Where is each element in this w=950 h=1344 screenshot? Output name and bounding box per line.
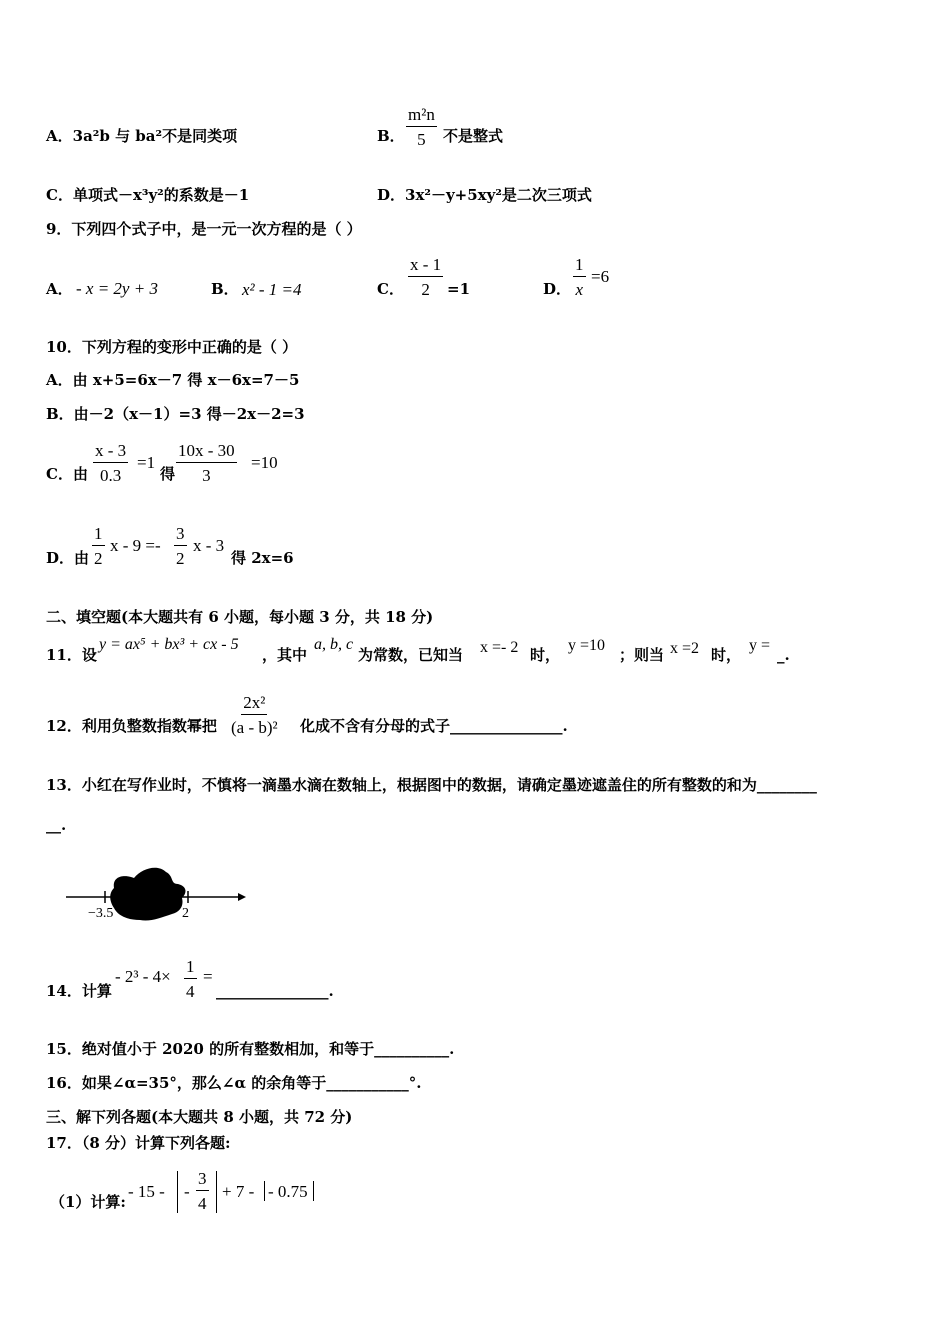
q9-option-a-expr: - x = 2y + 3 [76, 279, 158, 298]
q10-option-d-fraction-1-denominator: 2 [94, 549, 103, 568]
q9-option-c-fraction [408, 256, 443, 298]
q14-expression: - 2³ - 4× [115, 967, 171, 986]
q9-option-d-fraction [573, 256, 586, 298]
q12-denominator: (a - b)² [231, 718, 278, 737]
section-2-heading: 二、填空题(本大题共有 6 小题，每小题 3 分，共 18 分) [46, 608, 434, 626]
q10-option-d-fraction-2-denominator: 2 [176, 549, 185, 568]
q9-option-b-expr: x² - 1 =4 [242, 280, 302, 299]
q10-option-c-fraction-1-denominator: 0.3 [99, 466, 122, 485]
ink-blot [110, 868, 185, 921]
q14-denominator: 4 [186, 982, 195, 1001]
q9-option-d-label: D． [543, 280, 572, 298]
abs-bar-right-1 [216, 1171, 217, 1213]
q17-stem: 17．（8 分）计算下列各题: [46, 1134, 231, 1152]
q11-text-2: 为常数，已知当 [358, 646, 464, 664]
number-line-arrow [238, 893, 246, 901]
q8-option-c: C．单项式－x³y²的系数是－1 [46, 186, 250, 204]
q11-expression: y = ax⁵ + bx³ + cx - 5 [99, 636, 239, 653]
q8-option-b-numerator: m²n [406, 106, 437, 127]
q9-option-c-numerator: x - 1 [408, 256, 443, 277]
q10-option-c-fraction-2-denominator: 3 [202, 466, 211, 485]
q10-option-d-fraction-1 [92, 525, 105, 567]
q14-equals: = [203, 967, 213, 986]
q9-option-b-label: B． [211, 280, 239, 298]
number-line-figure [62, 862, 252, 924]
q9-option-c-denominator: 2 [421, 280, 430, 299]
q10-option-d-mid: x - 9 =- [110, 536, 161, 555]
q10-option-c-de: 得 [160, 465, 176, 483]
q10-option-c-fraction-1-numerator: x - 3 [93, 442, 128, 463]
q10-option-d-tail: x - 3 [193, 536, 225, 555]
q8-option-d: D．3x²－y+5xy²是二次三项式 [377, 186, 592, 204]
q15-text: 15．绝对值小于 2020 的所有整数相加，和等于__________. [46, 1040, 455, 1058]
section-3-heading: 三、解下列各题(本大题共 8 小题，共 72 分) [46, 1108, 353, 1126]
q14-answer-blank: _______________. [216, 982, 334, 1000]
q11-constants: a, b, c [314, 636, 354, 653]
q11-y-label-2: y = [749, 637, 771, 654]
q13-stem: 13．小红在写作业时，不慎将一滴墨水滴在数轴上，根据图中的数据，请确定墨迹遮盖住的所有整数的和为________ [46, 776, 817, 794]
abs-bar-left-2 [264, 1181, 265, 1201]
q11-number: 11．设 [46, 646, 97, 664]
q8-option-b-fraction [406, 106, 437, 148]
q11-x-value-1: x =- 2 [480, 639, 519, 656]
q17-expr-1: - 15 - [128, 1182, 165, 1201]
q17-numerator: 3 [196, 1170, 209, 1191]
abs-bar-left-1 [177, 1171, 178, 1213]
q10-option-d-fraction-2-numerator: 3 [174, 525, 187, 546]
q9-option-a-label: A． [46, 280, 73, 298]
number-line-label-left: −3.5 [88, 906, 114, 921]
q10-stem: 10．下列方程的变形中正确的是（ ） [46, 338, 298, 356]
q12-numerator: 2x² [241, 694, 267, 715]
q8-option-a: A．3a²b 与 ba²不是同类项 [46, 127, 238, 145]
q8-option-b-text: 不是整式 [443, 127, 504, 145]
q12-suffix: 化成不含有分母的式子_______________. [300, 717, 568, 735]
q9-option-d-denominator: x [575, 280, 584, 299]
q10-option-c-mid: =1 [137, 453, 156, 472]
q17-fraction [196, 1170, 209, 1212]
q17-part1-label: （1）计算: [50, 1193, 126, 1211]
q17-expr-4: - 0.75 [268, 1182, 308, 1201]
q10-option-d-label: D．由 [46, 549, 90, 567]
q8-option-b-label: B． [377, 127, 405, 145]
q11-y-value-1: y =10 [568, 637, 606, 654]
q17-expr-2: - [184, 1182, 190, 1201]
q10-option-c-fraction-1 [93, 442, 128, 484]
q9-option-d-rhs: =6 [591, 267, 610, 286]
q12-prefix: 12．利用负整数指数幂把 [46, 717, 217, 735]
q9-option-c-label: C． [377, 280, 404, 298]
q11-text-3: 时， [530, 646, 561, 664]
number-line-label-right: 2 [182, 906, 189, 921]
q17-denominator: 4 [198, 1194, 207, 1213]
q14-prefix: 14．计算 [46, 982, 112, 1000]
q10-option-b: B．由－2（x－1）=3 得－2x－2=3 [46, 405, 305, 423]
q9-stem: 9．下列四个式子中，是一元一次方程的是（ ） [46, 220, 362, 238]
q13-stem-tail: __. [46, 816, 67, 834]
q10-option-d-result: 得 2x=6 [231, 549, 294, 567]
q10-option-c-rhs: =10 [251, 453, 278, 472]
q11-text-1: ，其中 [262, 646, 308, 664]
abs-bar-right-2 [313, 1181, 314, 1201]
q10-option-c-fraction-2 [176, 442, 237, 484]
q10-option-a: A．由 x+5=6x－7 得 x－6x=7－5 [46, 371, 300, 389]
q10-option-d-fraction-1-numerator: 1 [92, 525, 105, 546]
q17-expr-3: + 7 - [222, 1182, 255, 1201]
q9-option-c-rhs: =1 [447, 280, 471, 298]
q14-numerator: 1 [184, 958, 197, 979]
q10-option-d-fraction-2 [174, 525, 187, 567]
q14-fraction [184, 958, 197, 1000]
q11-answer-blank: _. [777, 646, 790, 664]
q11-text-5: 时， [711, 646, 742, 664]
q8-option-b-denominator: 5 [417, 130, 426, 149]
q11-x-value-2: x =2 [670, 640, 700, 657]
q16-text: 16．如果∠α=35°，那么∠α 的余角等于___________°. [46, 1074, 422, 1092]
q12-fraction [231, 694, 278, 736]
q9-option-d-numerator: 1 [573, 256, 586, 277]
q11-text-4: ；则当 [619, 646, 665, 664]
q10-option-c-fraction-2-numerator: 10x - 30 [176, 442, 237, 463]
q10-option-c-label: C．由 [46, 465, 88, 483]
